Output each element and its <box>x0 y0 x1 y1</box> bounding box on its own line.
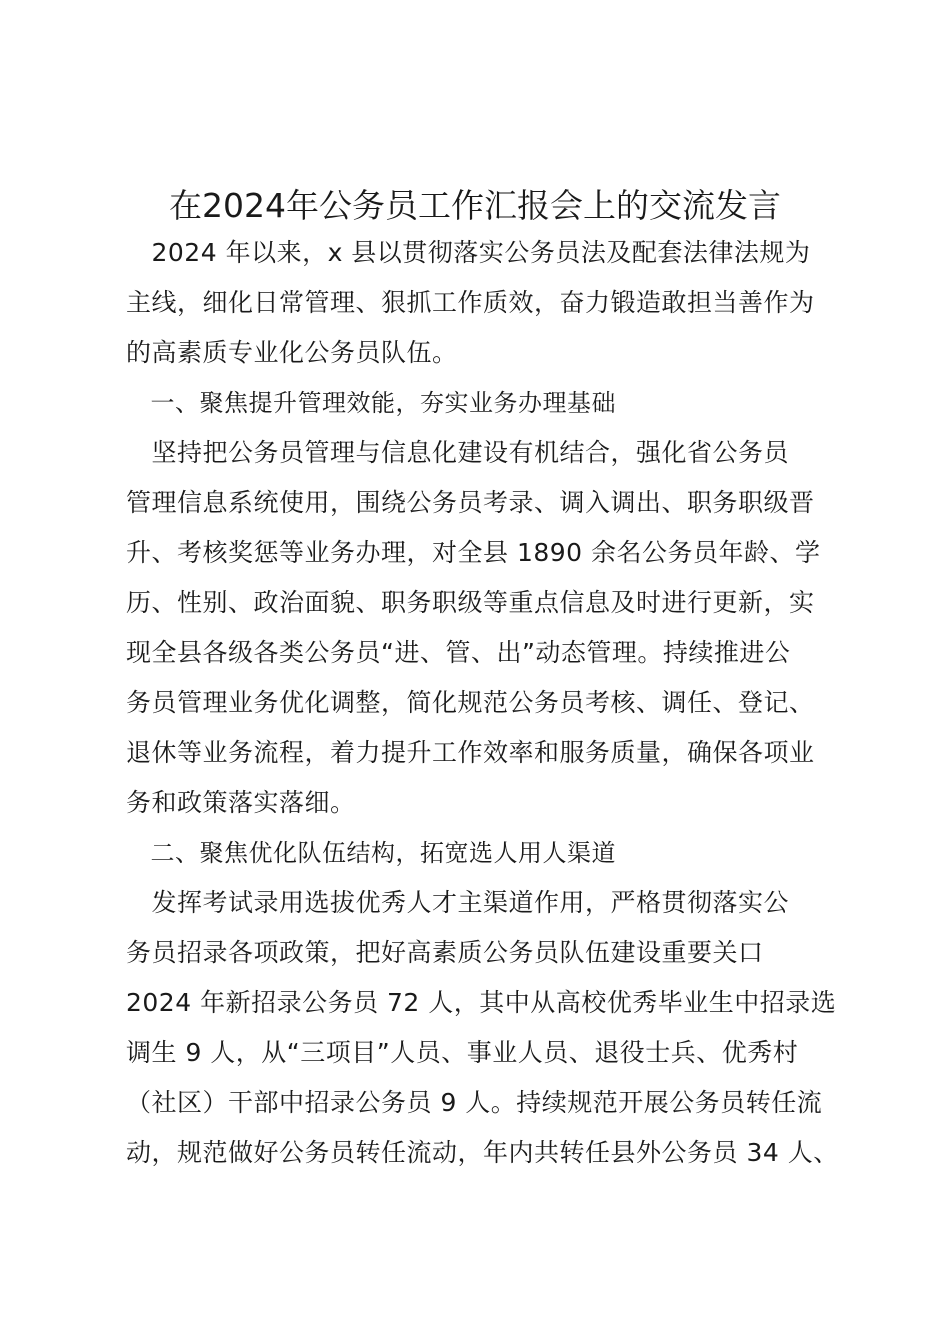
paragraph-line: 务员招录各项政策，把好高素质公务员队伍建设重要关口 <box>126 938 764 967</box>
paragraph-line: 升、考核奖惩等业务办理，对全县 1890 余名公务员年龄、学 <box>126 538 821 567</box>
paragraph-line: 务和政策落实落细。 <box>126 788 356 817</box>
section-heading: 一、聚焦提升管理效能，夯实业务办理基础 <box>126 389 616 417</box>
paragraph-line: 现全县各级各类公务员“进、管、出”动态管理。持续推进公 <box>126 638 791 667</box>
paragraph-line: 退休等业务流程，着力提升工作效率和服务质量，确保各项业 <box>126 738 815 767</box>
paragraph-line: 管理信息系统使用，围绕公务员考录、调入调出、职务职级晋 <box>126 488 815 517</box>
paragraph-line: 务员管理业务优化调整，简化规范公务员考核、调任、登记、 <box>126 688 815 717</box>
paragraph-line: 2024 年以来，x 县以贯彻落实公务员法及配套法律法规为 <box>126 238 811 267</box>
paragraph-line: 调生 9 人，从“三项目”人员、事业人员、退役士兵、优秀村 <box>126 1038 799 1067</box>
paragraph-line: 坚持把公务员管理与信息化建设有机结合，强化省公务员 <box>126 438 790 467</box>
paragraph-line: 的高素质专业化公务员队伍。 <box>126 338 458 367</box>
paragraph-line: 历、性别、政治面貌、职务职级等重点信息及时进行更新，实 <box>126 588 815 617</box>
section-heading: 二、聚焦优化队伍结构，拓宽选人用人渠道 <box>126 839 616 867</box>
document-title: 在2024年公务员工作汇报会上的交流发言 <box>169 186 781 225</box>
paragraph-line: 2024 年新招录公务员 72 人，其中从高校优秀毕业生中招录选 <box>126 988 837 1017</box>
paragraph-line: 动，规范做好公务员转任流动，年内共转任县外公务员 34 人、 <box>126 1138 839 1167</box>
paragraph-line: 发挥考试录用选拔优秀人才主渠道作用，严格贯彻落实公 <box>126 888 790 917</box>
paragraph-line: （社区）干部中招录公务员 9 人。持续规范开展公务员转任流 <box>126 1088 823 1117</box>
paragraph-line: 主线，细化日常管理、狠抓工作质效，奋力锻造敢担当善作为 <box>126 288 815 317</box>
